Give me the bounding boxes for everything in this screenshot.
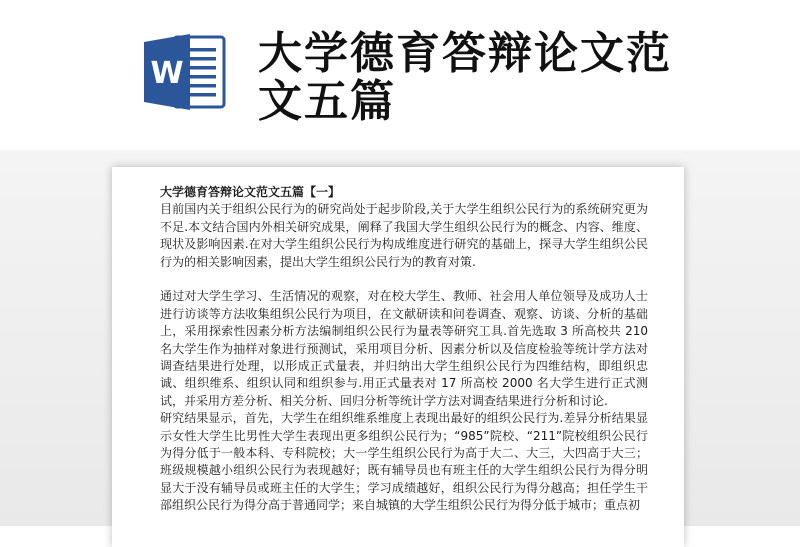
document-page [112, 167, 684, 547]
word-logo-letter: W [150, 56, 184, 91]
header [0, 0, 800, 150]
paragraph-1: 目前国内关于组织公民行为的研究尚处于起步阶段,关于大学生组织公民行为的系统研究更为不足.本文结合国内外相关研究成果，阐释了我国大学生组织公民行为的概念、内容、维度、现状及影响因素.在对大学生组织公民行为构成维度进行研究的基础上，探寻大学生组织公民行为的相关影响因素，提出大学生组织公民行为的教育对策. [160, 202, 648, 269]
paragraph-spacer [160, 271, 648, 288]
page-title: 大学德育答辩论文范文五篇 [258, 28, 672, 127]
document-body [160, 184, 648, 515]
word-document-icon [140, 30, 230, 114]
paragraph-2: 通过对大学生学习、生活情况的观察，对在校大学生、教师、社会用人单位领导及成功人士进行访谈等方法收集组织公民行为项目，在文献研读和问卷调查、观察、访谈、分析的基础上，采用探索性因素分析方法编制组织公民行为量表等研究工具.首先选取 3 所高校共 210 名大学生作为抽样对象进行预测试，采用项目分析、因素分析以及信度检验等统计学方法对调查结果进行处理，以形成正式量表，并归纳出大学生组织公民行为四维结构，即组织忠诚、组织维系、组织认同和组织参与.用正式量表对 17 所高校 2000 名大学生进行正式测试，并采用方差分析、相关分析、回归分析等统计学方法对调查结果进行分析和讨论. [160, 289, 648, 408]
paragraph-3: 研究结果显示，首先，大学生在组织维系维度上表现出最好的组织公民行为.差异分析结果显示女性大学生比男性大学生表现出更多组织公民行为；“985”院校、“211”院校组织公民行为得分低于一般本科、专科院校；大一学生组织公民行为高于大二、大三，大四高于大三；班级规模越小组织公民行为表现越好；既有辅导员也有班主任的大学生组织公民行为得分明显大于没有辅导员或班主任的大学生；学习成绩越好，组织公民行为得分越高；担任学生干部组织公民行为得分高于普通同学；来自城镇的大学生组织公民行为得分低于城市；重点初 [160, 411, 648, 513]
document-heading: 大学德育答辩论文范文五篇【一】 [160, 185, 341, 199]
